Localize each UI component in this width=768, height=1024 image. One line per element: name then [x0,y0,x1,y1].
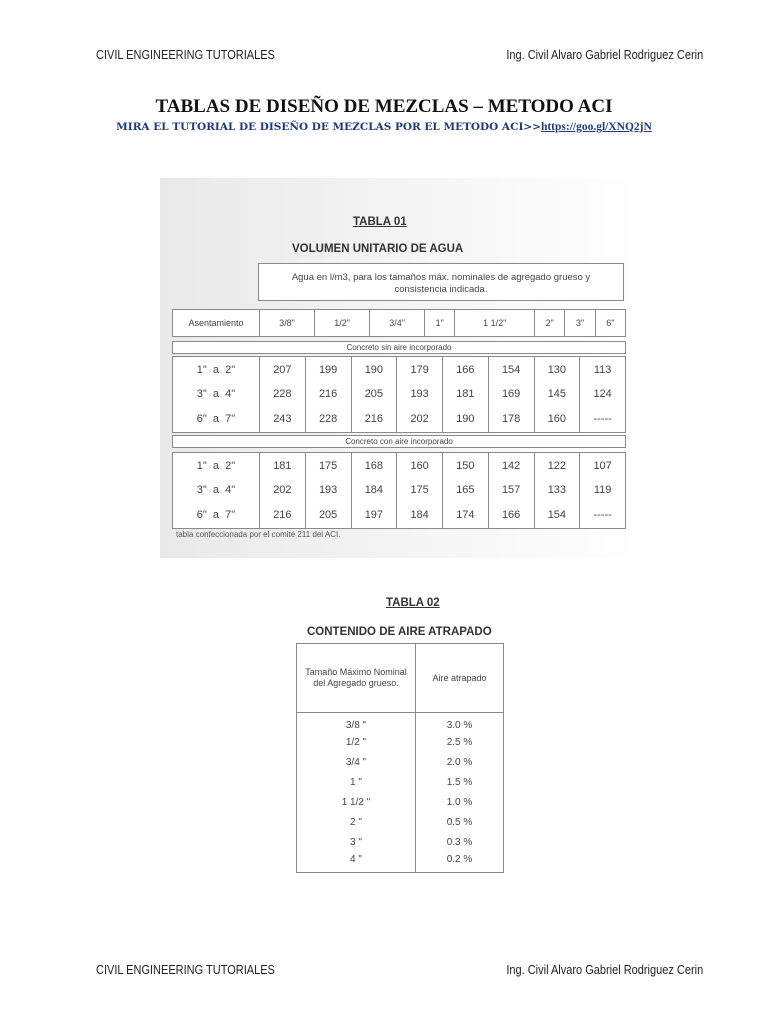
tabla02-header-col1: Tamaño Máximo Nominal del Agregado grueso. [297,644,416,713]
tabla01-body2 [172,452,626,529]
agua-value-cell: 166 [443,357,489,383]
document-title: TABLAS DE DISEÑO DE MEZCLAS – METODO ACI [155,96,613,117]
table-row [173,357,626,383]
aire-cell: 0.5 % [416,813,504,833]
agua-value-cell: 193 [305,478,351,503]
asentamiento-cell: 3" a 4" [173,478,260,503]
aire-cell: 1.0 % [416,793,504,813]
agua-value-cell: 205 [351,382,397,407]
tamano-cell: 2 " [297,813,416,833]
tabla01-header-size: 3/4" [370,310,425,337]
agua-value-cell: 207 [260,357,306,383]
agua-value-cell: 243 [260,407,306,433]
agua-value-cell: 166 [488,503,534,529]
agua-value-cell: 130 [534,357,580,383]
tabla01-header-size: 1/2" [315,310,370,337]
aire-cell: 1.5 % [416,773,504,793]
agua-value-cell: 107 [580,453,626,479]
agua-value-cell: 113 [580,357,626,383]
aire-cell: 0.3 % [416,833,504,853]
tutorial-subtitle [0,121,768,133]
tabla01-section2: Concreto con aire incorporado [172,435,626,448]
agua-value-cell: 142 [488,453,534,479]
footer-left: CIVIL ENGINEERING TUTORIALES [96,963,275,977]
tabla02-name: TABLA 02 [386,597,440,609]
tabla01-section1: Concreto sin aire incorporado [172,341,626,354]
agua-value-cell: 197 [351,503,397,529]
agua-value-cell: 181 [443,382,489,407]
agua-value-cell: 160 [397,453,443,479]
agua-value-cell: 133 [534,478,580,503]
subtitle-text: MIRA EL TUTORIAL DE DISEÑO DE MEZCLAS POR EL METODO ACI>> [116,121,541,133]
aire-cell: 0.2 % [416,853,504,873]
tabla02-header-row [297,644,504,713]
agua-value-cell: 193 [397,382,443,407]
aire-cell: 2.5 % [416,733,504,753]
agua-value-cell: 199 [305,357,351,383]
tutorial-link[interactable]: https://goo.gl/XNQ2jN [540,121,652,133]
agua-value-cell: 165 [443,478,489,503]
asentamiento-cell: 6" a 7" [173,503,260,529]
asentamiento-cell: 3" a 4" [173,382,260,407]
tamano-cell: 1 1/2 " [297,793,416,813]
tabla02-header-col2: Aire atrapado [416,644,504,713]
agua-value-cell: 181 [260,453,306,479]
agua-value-cell: 154 [534,503,580,529]
agua-value-cell: 202 [397,407,443,433]
tamano-cell: 3/4 " [297,753,416,773]
tabla01-header-size: 6" [595,310,625,337]
tabla01-note: tabla confeccionada por el comité 211 del ACI. [176,530,341,539]
table-row [173,453,626,479]
tabla01-header-row [173,310,626,337]
agua-value-cell: 184 [397,503,443,529]
agua-value-cell: 157 [488,478,534,503]
aire-cell: 2.0 % [416,753,504,773]
agua-value-cell: 122 [534,453,580,479]
agua-value-cell: 174 [443,503,489,529]
tabla01-header-size: 2" [535,310,565,337]
agua-value-cell: 154 [488,357,534,383]
agua-value-cell: 168 [351,453,397,479]
tabla01-header-size: 1" [425,310,455,337]
agua-value-cell: 202 [260,478,306,503]
tabla01-header-size: 3" [565,310,595,337]
agua-value-cell: 216 [351,407,397,433]
tabla01-body1 [172,356,626,433]
agua-value-cell: 190 [443,407,489,433]
table-row [297,713,504,733]
tamano-cell: 1 " [297,773,416,793]
aire-cell: 3.0 % [416,713,504,733]
table-row [173,478,626,503]
agua-value-cell: 205 [305,503,351,529]
agua-value-cell: 175 [397,478,443,503]
agua-value-cell: 178 [488,407,534,433]
asentamiento-cell: 6" a 7" [173,407,260,433]
agua-value-cell: 216 [305,382,351,407]
tamano-cell: 1/2 " [297,733,416,753]
tabla02-table [296,643,504,873]
tabla01-name: TABLA 01 [353,216,407,228]
tabla01-caption: Agua en l/m3, para los tamaños máx. nominales de agregado grueso y consistencia indicada. [258,263,624,301]
table-row [297,773,504,793]
page-footer [96,963,704,977]
table-row [173,503,626,529]
agua-value-cell: 184 [351,478,397,503]
tabla01-header-size: 3/8" [260,310,315,337]
agua-value-cell: 216 [260,503,306,529]
agua-value-cell: 124 [580,382,626,407]
agua-value-cell: 190 [351,357,397,383]
tabla01-header-size: 1 1/2" [455,310,535,337]
footer-right: Ing. Civil Alvaro Gabriel Rodriguez Cerin [506,963,704,977]
page-header [96,48,704,62]
table-row [297,853,504,873]
table-row [297,733,504,753]
tamano-cell: 3 " [297,833,416,853]
table-row [297,813,504,833]
agua-value-cell: ----- [580,503,626,529]
agua-value-cell: ----- [580,407,626,433]
tamano-cell: 4 " [297,853,416,873]
asentamiento-cell: 1" a 2" [173,453,260,479]
agua-value-cell: 119 [580,478,626,503]
agua-value-cell: 150 [443,453,489,479]
agua-value-cell: 179 [397,357,443,383]
agua-value-cell: 160 [534,407,580,433]
tamano-cell: 3/8 " [297,713,416,733]
agua-value-cell: 228 [260,382,306,407]
tabla01-title: VOLUMEN UNITARIO DE AGUA [292,243,464,255]
agua-value-cell: 175 [305,453,351,479]
table-row [297,793,504,813]
tabla01-header-asentamiento: Asentamiento [173,310,260,337]
asentamiento-cell: 1" a 2" [173,357,260,383]
table-row [297,753,504,773]
agua-value-cell: 145 [534,382,580,407]
agua-value-cell: 228 [305,407,351,433]
tabla02-title: CONTENIDO DE AIRE ATRAPADO [307,626,492,638]
header-right: Ing. Civil Alvaro Gabriel Rodriguez Cerin [506,48,704,62]
table-row [173,382,626,407]
tabla01-header-table [172,309,626,337]
table-row [173,407,626,433]
table-row [297,833,504,853]
agua-value-cell: 169 [488,382,534,407]
header-left: CIVIL ENGINEERING TUTORIALES [96,48,275,62]
